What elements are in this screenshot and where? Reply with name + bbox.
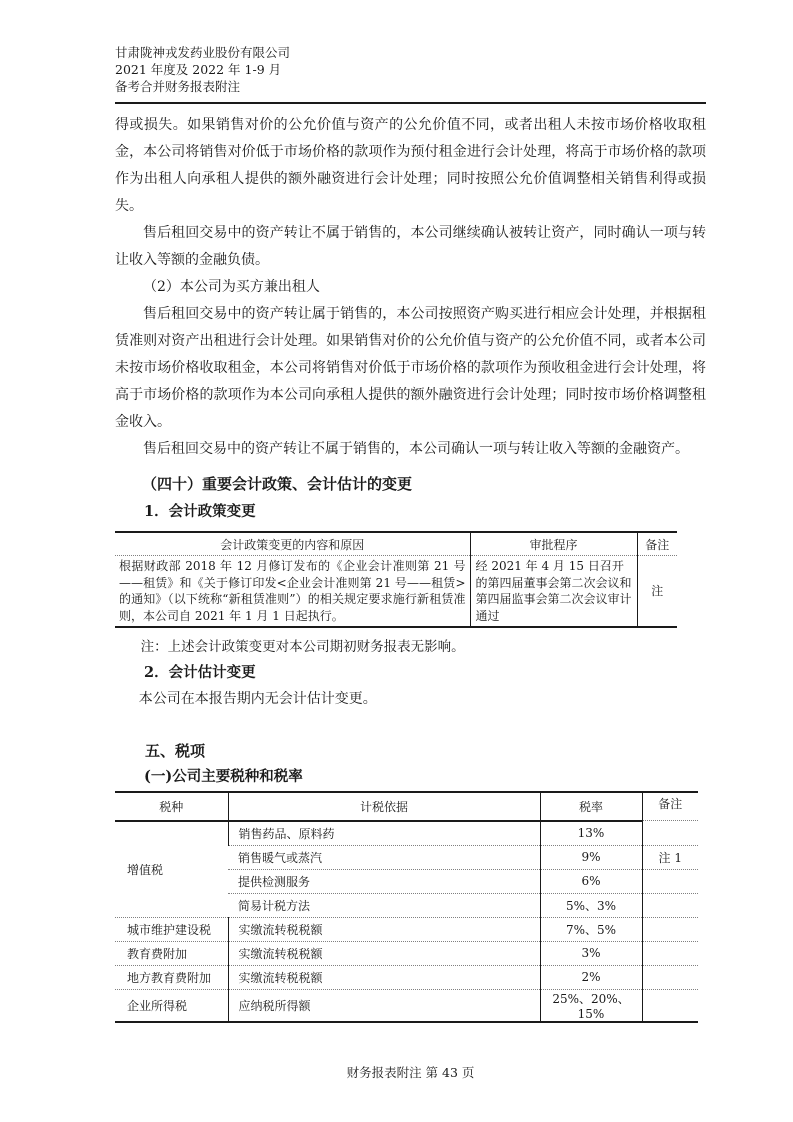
tax-table-header-row [115,792,698,821]
tax-name-cell: 企业所得税 [115,989,228,1022]
table-row [115,941,698,965]
paragraph-financial-asset: 售后租回交易中的资产转让不属于销售的，本公司确认一项与转让收入等额的金融资产。 [143,441,689,457]
tax-basis-cell: 销售药品、原料药 [228,821,540,846]
doc-title: 备考合并财务报表附注 [115,79,241,94]
tax-rate-table [115,791,698,1023]
tax-remark-cell [642,941,698,965]
policy-approval-cell: 经 2021 年 4 月 15 日召开的第四届董事会第二次会议和第四届监事会第二次会议审计通过 [470,556,637,628]
policy-content-cell: 根据财政部 2018 年 12 月修订发布的《企业会计准则第 21 号——租赁》和《关于修订印发<企业会计准则第 21 号——租赁>的通知》（以下统称“新租赁准则”）的相关规定要求施行新租赁准则，本公司自 2021 年 1 月 1 日起执行。 [119,559,466,623]
section-heading-tax: 五、税项 [145,742,206,760]
table-row [115,989,698,1022]
tax-col-remark-header: 备注 [642,792,698,821]
tax-rate-cell: 7%、5% [540,917,642,941]
tax-basis-cell: 实缴流转税税额 [228,965,540,989]
subsection-policy-change: 1．会计政策变更 [144,503,256,520]
page-footer: 财务报表附注 第 43 页 [346,1064,475,1080]
policy-table-note: 注：上述会计政策变更对本公司期初财务报表无影响。 [140,639,465,655]
tax-basis-cell: 提供检测服务 [228,869,540,893]
tax-remark-cell [642,989,698,1022]
tax-rate-cell: 2% [540,965,642,989]
company-name: 甘肃陇神戎发药业股份有限公司 [115,45,291,60]
tax-col-type-header: 税种 [115,792,228,821]
tax-name-vat: 增值税 [115,821,228,918]
tax-basis-cell: 应纳税所得额 [228,989,540,1022]
paragraph-lease-gain-loss: 得或损失。如果销售对价的公允价值与资产的公允价值不同，或者出租人未按市场价格收取租金，本公司将销售对价低于市场价格的款项作为预付租金进行会计处理，将高于市场价格的款项作为出租人向承租人提供的额外融资进行会计处理；同时按照公允价值调整相关销售利得或损失。 [115,117,706,214]
tax-remark-cell [642,917,698,941]
tax-rate-cell: 9% [540,845,642,869]
policy-col-content-header: 会计政策变更的内容和原因 [115,532,470,556]
tax-basis-cell: 销售暖气或蒸汽 [228,845,540,869]
tax-remark-cell: 注 1 [642,845,698,869]
policy-remark-cell: 注 [637,556,677,628]
tax-remark-cell [642,893,698,917]
tax-remark-cell [642,965,698,989]
tax-rate-cell: 25%、20%、15% [540,989,642,1022]
paragraph-no-estimate-change: 本公司在本报告期内无会计估计变更。 [138,691,377,707]
report-period: 2021 年度及 2022 年 1-9 月 [115,62,282,77]
tax-remark-cell [642,869,698,893]
tax-remark-cell [642,821,698,846]
policy-table-row [115,556,677,628]
tax-name-cell: 地方教育费附加 [115,965,228,989]
tax-rate-cell: 6% [540,869,642,893]
table-row [115,821,698,846]
tax-basis-cell: 实缴流转税税额 [228,941,540,965]
tax-name-cell: 教育费附加 [115,941,228,965]
paragraph-buyer-lessor: （2）本公司为买方兼出租人 [143,279,320,295]
tax-rate-cell: 5%、3% [540,893,642,917]
subsection-estimate-change: 2．会计估计变更 [144,664,256,681]
paragraph-saleleaseback-notsale: 售后租回交易中的资产转让不属于销售的，本公司继续确认被转让资产，同时确认一项与转让收入等额的金融负债。 [115,225,706,268]
policy-col-approval-header: 审批程序 [470,532,637,556]
table-row [115,965,698,989]
tax-rate-cell: 3% [540,941,642,965]
tax-basis-cell: 实缴流转税税额 [228,917,540,941]
table-row [115,917,698,941]
doc-header [115,44,706,104]
policy-change-table [115,531,677,628]
tax-name-cell: 城市维护建设税 [115,917,228,941]
tax-col-basis-header: 计税依据 [228,792,540,821]
tax-basis-cell: 简易计税方法 [228,893,540,917]
tax-rate-cell: 13% [540,821,642,846]
page-content [115,44,706,1081]
paragraph-saleleaseback-sale: 售后租回交易中的资产转让属于销售的，本公司按照资产购买进行相应会计处理，并根据租赁准则对资产出租进行会计处理。如果销售对价的公允价值与资产的公允价值不同，或者本公司未按市场价格收取租金，本公司将销售对价低于市场价格的款项作为预收租金进行会计处理，将高于市场价格的款项作为本公司向承租人提供的额外融资进行会计处理；同时按市场价格调整租金收入。 [115,306,706,430]
policy-table-header-row [115,532,677,556]
tax-col-rate-header: 税率 [540,792,642,821]
subsection-main-taxes: (一)公司主要税种和税率 [144,768,303,785]
policy-col-remark-header: 备注 [637,532,677,556]
section-heading-40: （四十）重要会计政策、会计估计的变更 [142,475,413,493]
